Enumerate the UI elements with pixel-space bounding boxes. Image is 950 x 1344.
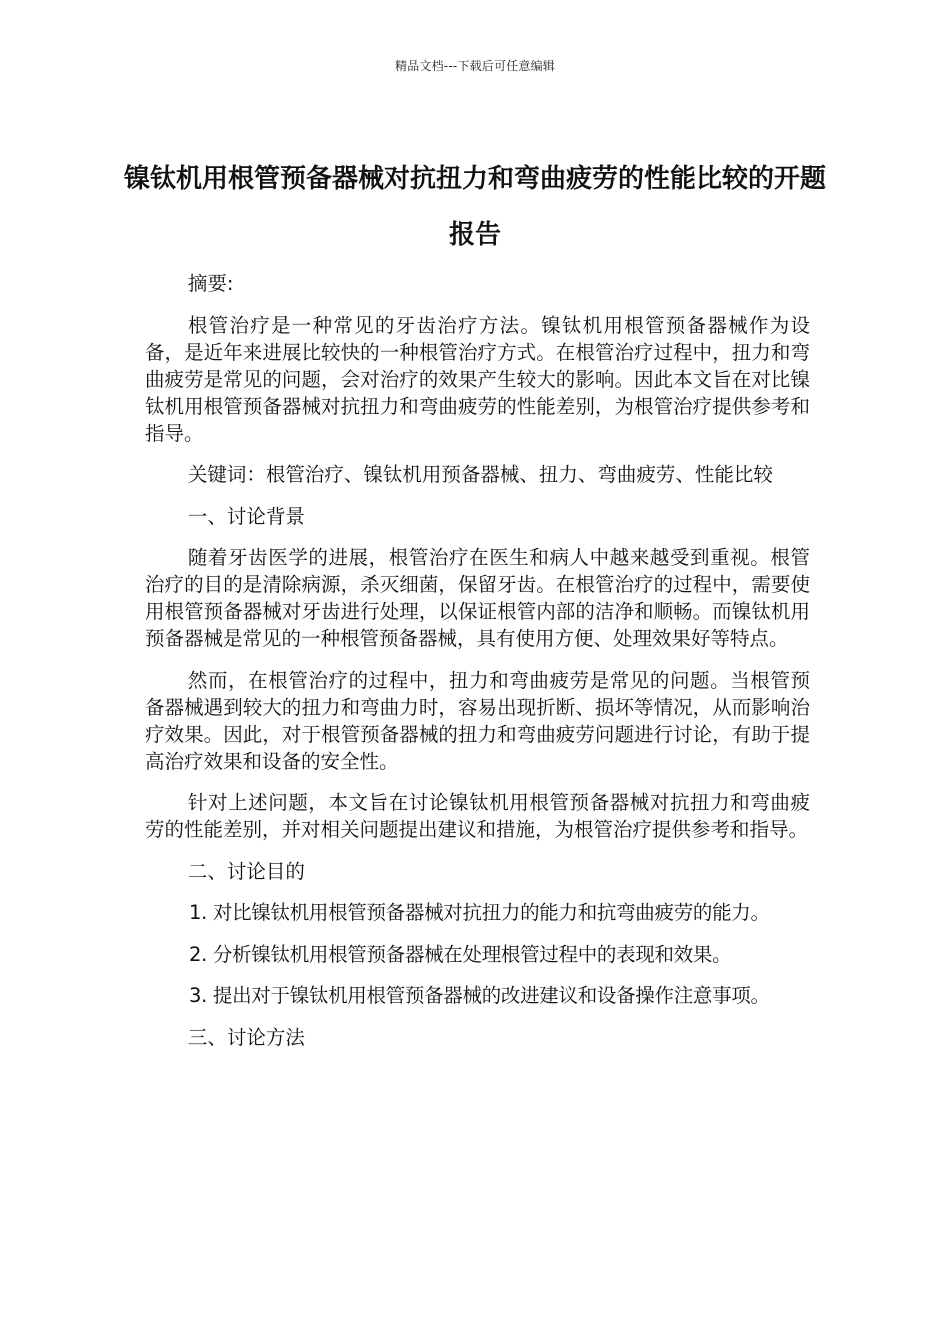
section-1-heading: 一、讨论背景 (187, 504, 305, 528)
section-1-paragraph-1: 随着牙齿医学的进展，根管治疗在医生和病人中越来越受到重视。根管治疗的目的是清除病源，杀灭细菌，保留牙齿。在根管治疗的过程中，需要使用根管预备器械对牙齿进行处理，以保证根管内部的洁净和顺畅。而镍钛机用预备器械是常见的一种根管预备器械，具有使用方便、处理效果好等特点。 (145, 546, 810, 650)
document-body (145, 270, 810, 1065)
abstract-body: 根管治疗是一种常见的牙齿治疗方法。镍钛机用根管预备器械作为设备，是近年来进展比较快的一种根管治疗方式。在根管治疗过程中，扭力和弯曲疲劳是常见的问题，会对治疗的效果产生较大的影响。因此本文旨在对比镍钛机用根管预备器械对抗扭力和弯曲疲劳的性能差别，为根管治疗提供参考和指导。 (145, 313, 810, 445)
section-2-heading: 二、讨论目的 (187, 859, 305, 883)
section-3-heading: 三、讨论方法 (187, 1025, 305, 1049)
objective-item-2: 2. 分析镍钛机用根管预备器械在处理根管过程中的表现和效果。 (189, 942, 732, 966)
section-1-paragraph-3: 针对上述问题，本文旨在讨论镍钛机用根管预备器械对抗扭力和弯曲疲劳的性能差别，并对相关问题提出建议和措施，为根管治疗提供参考和指导。 (145, 791, 810, 841)
section-1-paragraph-2: 然而，在根管治疗的过程中，扭力和弯曲疲劳是常见的问题。当根管预备器械遇到较大的扭力和弯曲力时，容易出现折断、损坏等情况，从而影响治疗效果。因此，对于根管预备器械的扭力和弯曲疲劳问题进行讨论，有助于提高治疗效果和设备的安全性。 (145, 668, 810, 773)
page-header: 精品文档---下载后可任意编辑 (395, 59, 555, 73)
objective-item-3: 3. 提出对于镍钛机用根管预备器械的改进建议和设备操作注意事项。 (189, 984, 770, 1007)
keywords: 关键词：根管治疗、镍钛机用预备器械、扭力、弯曲疲劳、性能比较 (187, 463, 773, 486)
abstract-label: 摘要: (187, 272, 234, 295)
objective-item-1: 1. 对比镍钛机用根管预备器械对抗扭力的能力和抗弯曲疲劳的能力。 (189, 901, 770, 924)
document-title: 镍钛机用根管预备器械对抗扭力和弯曲疲劳的性能比较的开题报告 (123, 164, 826, 251)
